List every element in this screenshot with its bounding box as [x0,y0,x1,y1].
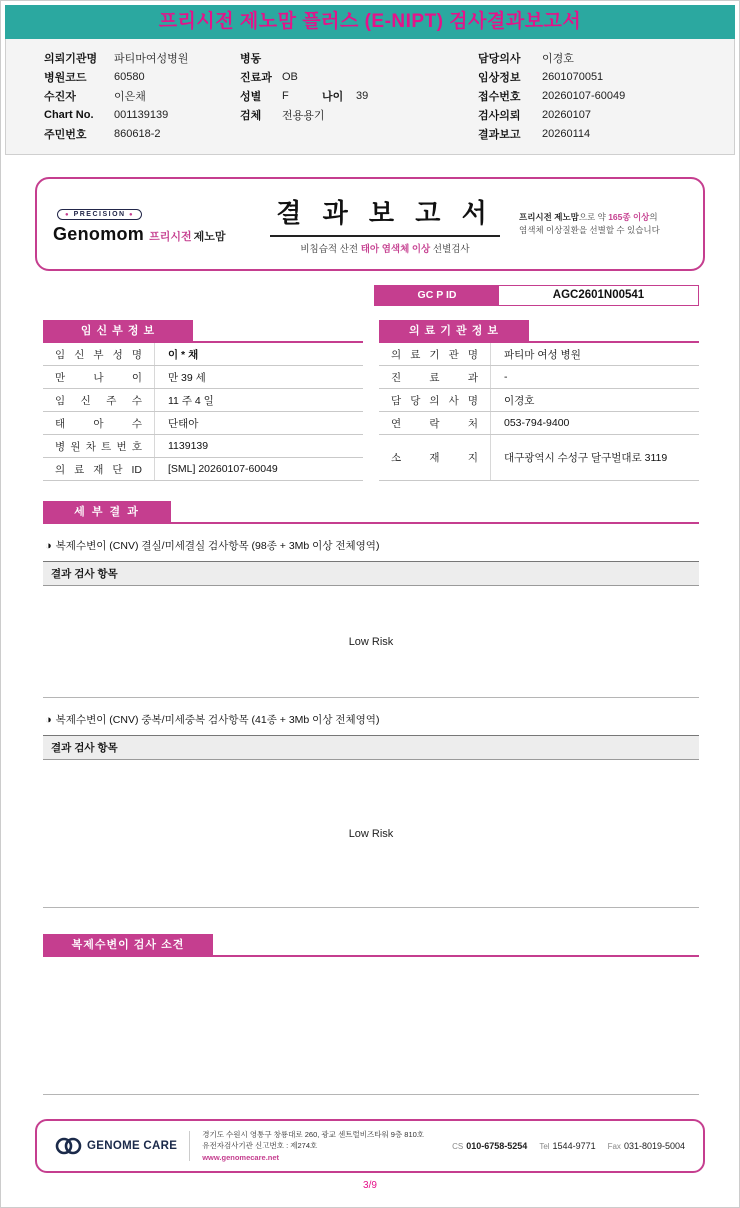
header-row [478,67,720,86]
gcpid-bar [374,285,699,306]
row-value: 이경호 [504,394,535,407]
row-label: 임 신 부 성 명 [43,343,155,365]
subtitle-pre: 비침습적 산전 [300,244,361,255]
result-value: Low Risk [348,635,394,648]
patient-header [5,39,735,155]
field-label: 의뢰기관명 [44,52,98,65]
footer-address-line2: 유전자검사기관 신고번호 : 제274호 [202,1141,318,1151]
note-end: 의 [649,211,658,222]
header-row [240,86,478,105]
cnv-duplication-result [43,760,699,908]
cnv-duplication-block [43,712,699,908]
brand-kr-accent: 프리시전 [149,231,192,243]
field-label: Chart No. [44,108,94,121]
note-mid: 으로 약 [578,211,609,222]
footer-contact-tel: Tel 1544-9771 [539,1141,596,1151]
genomecare-logo-icon [55,1136,82,1156]
brand-name: Genomom [53,224,145,244]
row-label: 의 료 기 관 명 [379,343,491,365]
patient-header-col2 [240,48,478,143]
header-row [44,67,240,86]
header-row [44,86,240,105]
note-bold: 프리시전 제노맘 [519,211,579,222]
table-row [379,343,699,366]
cnv-opinion-header: 복제수변이 검사 소견 [43,934,213,955]
patient-header-col1 [44,48,240,143]
result-value: Low Risk [348,827,394,840]
field-value: 860618-2 [114,127,161,140]
row-label: 의 료 재 단 ID [43,458,155,480]
footer-address-line1: 경기도 수원시 영통구 창룡대로 260, 광교 센트럴비즈타워 9층 810호 [202,1129,425,1139]
gcpid-value: AGC2601N00541 [552,289,645,301]
field-label: 진료과 [240,71,272,84]
table-row [379,435,699,481]
subtitle-highlight: 태아 염색체 이상 [360,244,431,255]
result-column-header: 결과 검사 항목 [43,561,699,586]
field-label: 주민번호 [44,128,87,141]
field-label: 검체 [240,109,262,122]
field-label: 담당의사 [478,52,521,65]
table-row [43,366,363,389]
report-header-card [35,177,705,271]
row-value: [SML] 20260107-60049 [168,463,278,475]
field-value: OB [282,70,298,83]
precision-badge-label: PRECISION [73,211,126,218]
row-label: 병 원 차 트 번 호 [43,435,155,457]
header-row [478,105,720,124]
field-value: 20260114 [542,127,591,140]
cnv-deletion-result [43,586,699,698]
header-row [44,124,240,143]
header-row [240,67,478,86]
field-label: 성별 [240,90,262,103]
medical-org-table [379,320,699,481]
row-value: 이 * 채 [168,348,199,361]
medical-org-header: 의 료 기 관 정 보 [379,320,529,341]
pregnant-info-header: 임 신 부 정 보 [43,320,193,341]
note-highlight: 165종 이상 [608,211,650,222]
result-column-header: 결과 검사 항목 [43,735,699,760]
field-label: 임상정보 [478,71,521,84]
cnv-deletion-block [43,538,699,698]
row-value: 단태아 [168,417,199,430]
field-value: 60580 [114,70,145,83]
row-value: 만 39 세 [168,371,206,384]
table-row [43,412,363,435]
table-row [379,389,699,412]
field-label: 검사의뢰 [478,109,521,122]
report-title-block [251,193,519,255]
table-row [379,412,699,435]
row-label: 연 락 처 [379,412,491,434]
cnv-duplication-desc: ◑ 복제수변이 (CNV) 중복/미세중복 검사항목 (41종 + 3Mb 이상 전체영역) [45,714,380,726]
half-circle-icon: ◑ [45,714,52,726]
cnv-opinion-section [43,934,699,1095]
detail-results-header: 세 부 결 과 [43,501,171,522]
footer-contact-fax: Fax 031-8019-5004 [607,1141,685,1151]
field-value: 39 [356,89,369,102]
field-value: 20260107-60049 [542,89,626,102]
table-row [379,366,699,389]
row-label: 태 아 수 [43,412,155,434]
footer-divider [189,1131,190,1161]
detail-results-section [43,501,699,908]
row-value: - [504,371,508,383]
field-label: 나이 [322,90,344,103]
row-label: 만 나 이 [43,366,155,388]
table-row [43,458,363,481]
footer-website: www.genomecare.net [202,1152,280,1162]
footer-contact-cs: CS 010-6758-5254 [452,1141,528,1151]
field-value: 이경호 [542,52,574,65]
genomecare-logo-text: GENOME CARE [87,1140,178,1152]
subtitle-post: 선별검사 [430,244,470,255]
field-value: 이은채 [114,90,146,103]
field-label: 수진자 [44,90,76,103]
header-row [478,86,720,105]
footer [35,1119,705,1173]
field-value: 파티마여성병원 [114,52,189,65]
gcpid-label: GC P ID [375,286,499,305]
pregnant-info-table [43,320,363,481]
header-row [478,48,720,67]
row-label: 진 료 과 [379,366,491,388]
field-label: 병원코드 [44,71,87,84]
field-label: 접수번호 [478,90,521,103]
brand-kr: 제노맘 [193,231,226,243]
table-row [43,343,363,366]
cnv-deletion-desc: ◑ 복제수변이 (CNV) 결실/미세결실 검사항목 (98종 + 3Mb 이상 전체영역) [45,540,380,552]
row-value: 1139139 [168,440,209,452]
precision-badge: ● PRECISION ● [57,209,142,220]
row-value: 053-794-9400 [504,417,570,429]
header-row [44,105,240,124]
field-value: 20260107 [542,108,591,121]
header-row [44,48,240,67]
field-value: 전용용기 [282,109,325,122]
header-row [478,124,720,143]
field-value: 2601070051 [542,70,604,83]
field-value: 001139139 [114,108,169,121]
header-row [240,48,478,67]
genomom-logo [53,203,251,245]
row-label: 임 신 주 수 [43,389,155,411]
half-circle-icon: ◑ [45,540,52,552]
cnv-opinion-body [43,957,699,1095]
report-title: 결 과 보 고 서 [270,193,499,237]
report-subtitle [251,241,519,255]
row-label: 담 당 의 사 명 [379,389,491,411]
row-label: 소 재 지 [379,435,491,480]
report-main-title: 프리시전 제노맘 플러스 (E-NIPT) 검사결과보고서 [5,5,735,39]
row-value: 파티마 여성 병원 [504,348,581,361]
genomecare-logo [55,1136,177,1156]
page-number: 3/9 [363,1180,377,1191]
field-label: 결과보고 [478,128,521,141]
row-value: 대구광역시 수성구 달구벌대로 3119 [504,452,668,464]
footer-address [202,1129,424,1164]
report-note [519,211,687,237]
row-value: 11 주 4 일 [168,394,214,407]
header-row [240,105,478,124]
table-row [43,435,363,458]
note-line2: 염색체 이상질환을 선별할 수 있습니다 [519,225,660,235]
field-value: F [282,89,289,102]
field-label: 병동 [240,52,262,65]
patient-header-col3 [478,48,720,143]
footer-contacts [452,1141,685,1151]
table-row [43,389,363,412]
